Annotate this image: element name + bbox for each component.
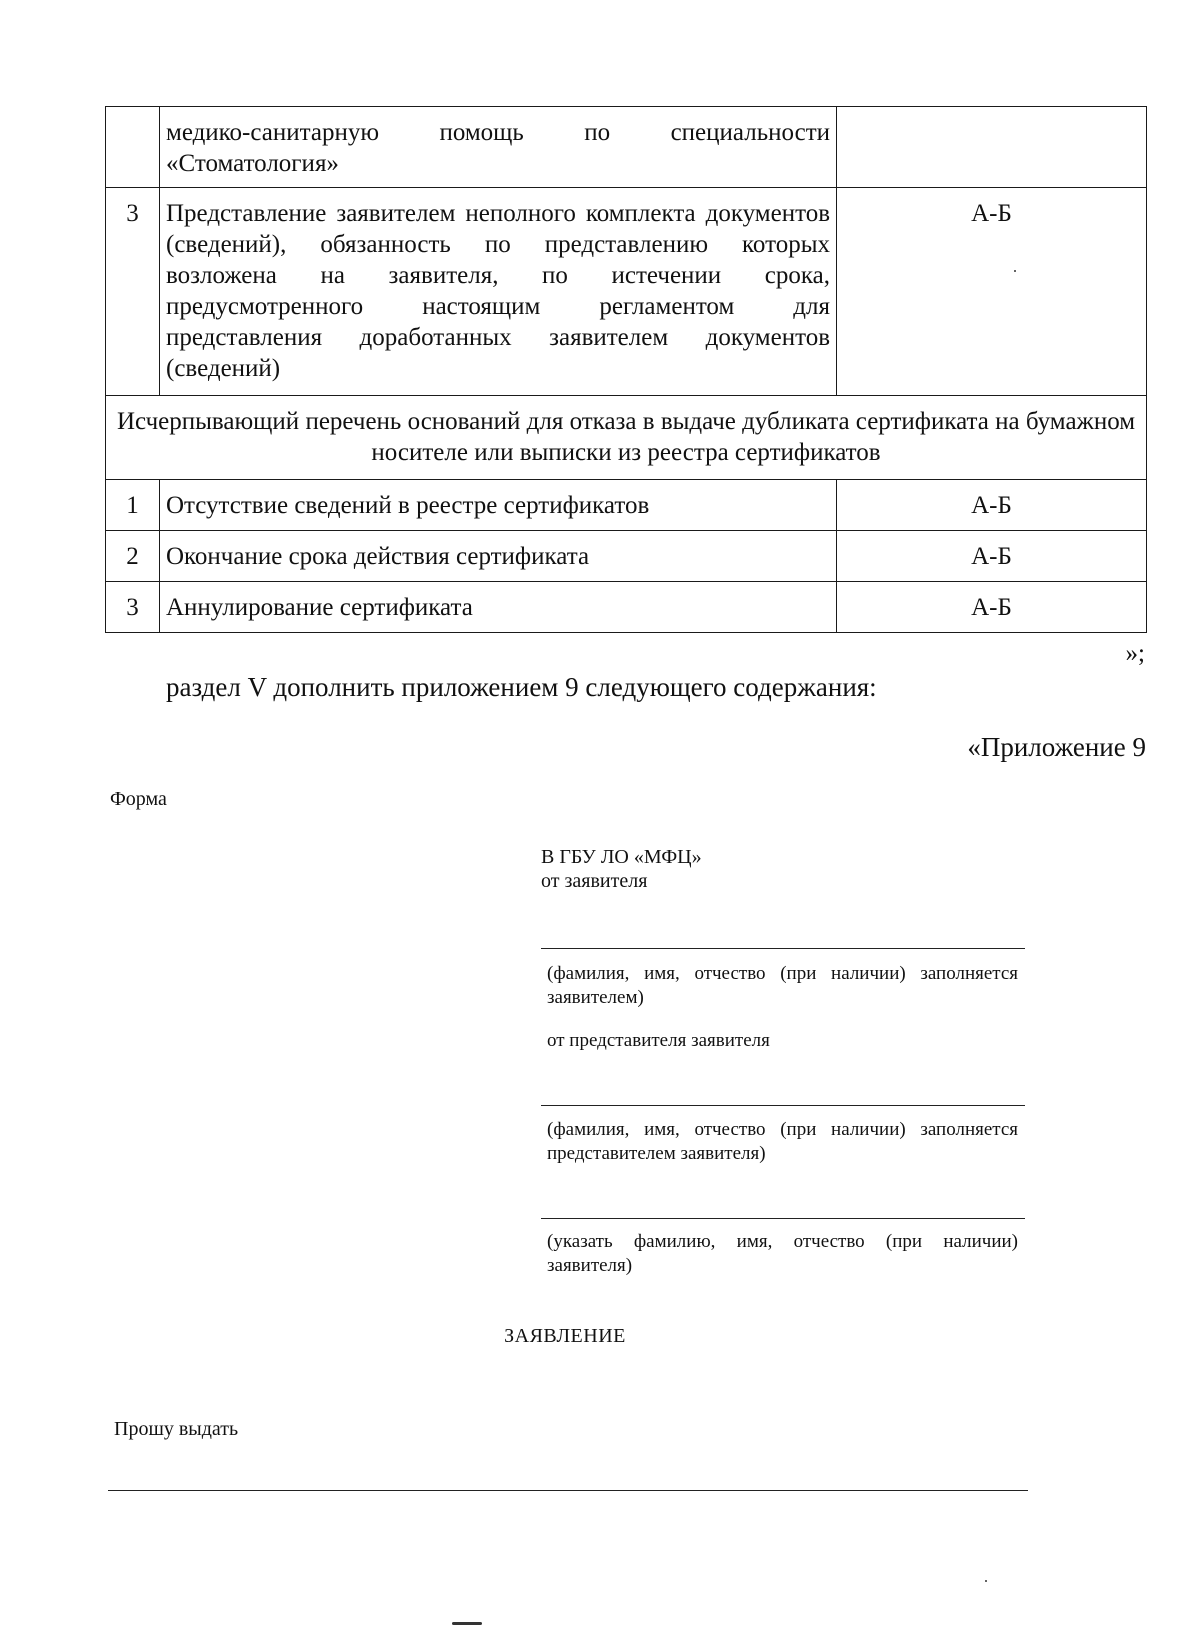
row-text: Отсутствие сведений в реестре сертификатов (160, 480, 837, 531)
section-heading: Исчерпывающий перечень оснований для отказа в выдаче дубликата сертификата на бумажном носителе или выписки из реестра сертификатов (106, 396, 1147, 480)
request-text: Прошу выдать (114, 1418, 239, 1440)
applicant-name-field[interactable] (541, 948, 1025, 949)
representative-name-field[interactable] (541, 1105, 1025, 1106)
row-code: А-Б (837, 480, 1147, 531)
closing-quote: »; (1125, 640, 1145, 667)
representative-hint: (фамилия, имя, отчество (при наличии) заполняется представителем заявителя) (547, 1119, 1018, 1164)
row-code: А-Б (837, 531, 1147, 582)
row-number (106, 107, 160, 188)
specify-hint: (указать фамилию, имя, отчество (при наличии) заявителя) (547, 1231, 1018, 1276)
row-text: Аннулирование сертификата (160, 582, 837, 633)
amendment-text: раздел V дополнить приложением 9 следующего содержания: (166, 672, 877, 702)
table-row (106, 480, 1147, 531)
from-applicant-label: от заявителя (541, 870, 648, 892)
table-row (106, 188, 1147, 396)
row-number: 3 (106, 582, 160, 633)
row-number: 3 (106, 188, 160, 396)
scan-speck (1014, 270, 1016, 272)
row-code: А-Б (837, 188, 1147, 396)
grounds-table (105, 106, 1147, 633)
row-code: А-Б (837, 582, 1147, 633)
row-text: Представление заявителем неполного комплекта документов (сведений), обязанность по представлению которых возложена на заявителя, по истечении срока, предусмотренного настоящим регламентом для представления доработанных заявителем документов (сведений) (160, 188, 837, 396)
row-text: Окончание срока действия сертификата (160, 531, 837, 582)
table-section-row (106, 396, 1147, 480)
table-row (106, 107, 1147, 188)
statement-heading: ЗАЯВЛЕНИЕ (504, 1325, 626, 1347)
applicant-hint: (фамилия, имя, отчество (при наличии) заполняется заявителем) (547, 963, 1018, 1008)
addressee-block (541, 845, 1021, 893)
form-label: Форма (110, 788, 167, 810)
from-representative-label: от представителя заявителя (547, 1030, 770, 1051)
table-row (106, 582, 1147, 633)
addressee-to: В ГБУ ЛО «МФЦ» (541, 846, 702, 868)
applicant-specify-field[interactable] (541, 1218, 1025, 1219)
row-code (837, 107, 1147, 188)
scan-mark (452, 1622, 482, 1625)
row-text: медико-санитарную помощь по специальности «Стоматология» (160, 107, 837, 188)
table-row (106, 531, 1147, 582)
request-field[interactable] (108, 1490, 1028, 1491)
row-number: 1 (106, 480, 160, 531)
appendix-label: «Приложение 9 (967, 732, 1146, 762)
scan-speck (985, 1580, 987, 1582)
row-number: 2 (106, 531, 160, 582)
